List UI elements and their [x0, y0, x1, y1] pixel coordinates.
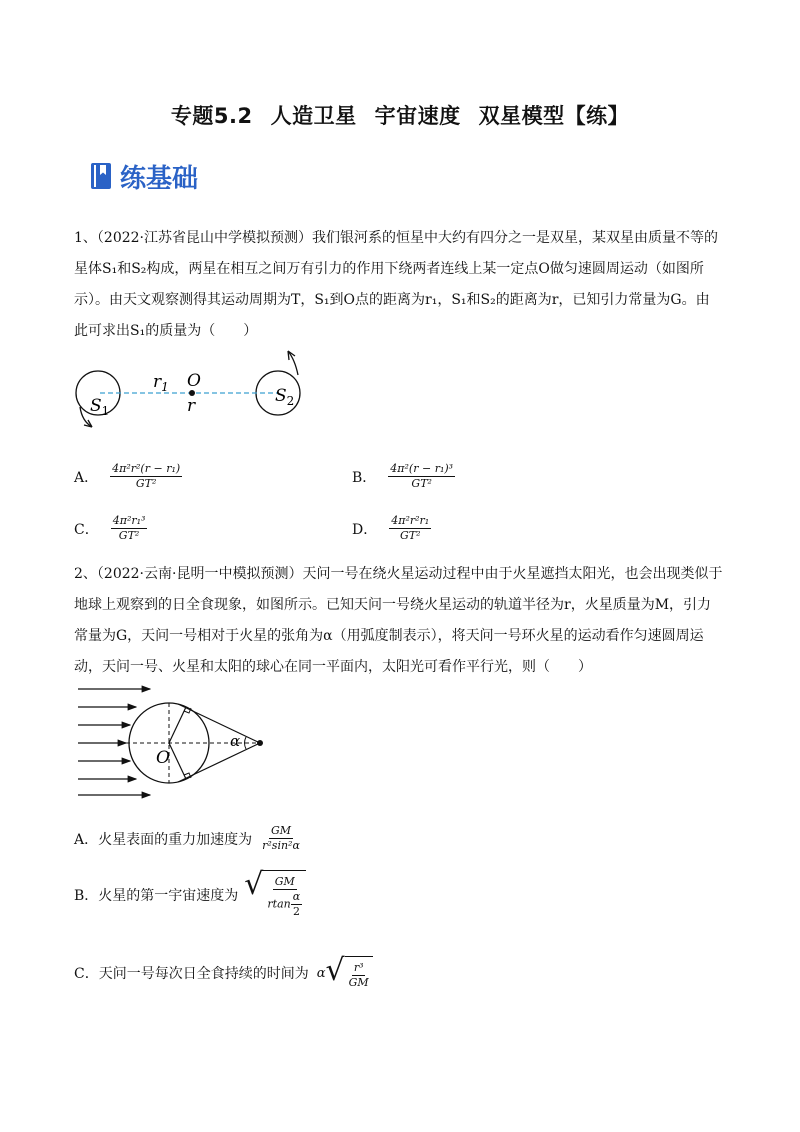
label-o: O [187, 371, 201, 391]
option-b[interactable]: B． 火星的第一宇宙速度为 √ GM rtan $\frac{\alpha}{2}$ [74, 870, 306, 919]
label-s2: $S_2$ [275, 386, 295, 408]
question-text: （2022·云南·昆明一中模拟预测）天问一号在绕火星运动过程中由于火星遮挡太阳光，也会出现类似于 [96, 566, 723, 582]
probe-point [257, 740, 263, 746]
eclipse-diagram [74, 683, 274, 801]
question-text: 动，天问一号、火星和太阳的球心在同一平面内，太阳光可看作平行光，则（ ） [74, 659, 592, 675]
label-r1: $r_1$ [153, 372, 169, 394]
question-number: 1、 [74, 230, 97, 246]
section-header [90, 156, 198, 196]
question-text: 常量为G，天问一号相对于火星的张角为α（用弧度制表示），将天问一号环火星的运动看作匀速圆周运 [74, 628, 704, 644]
option-a[interactable]: A． $\frac{\text{4π²r²(r − r₁)}}{\text{GT²}}$ [74, 462, 181, 490]
question-number: 2、 [74, 566, 97, 582]
option-c[interactable]: C． $\frac{\text{4π²r₁³}}{\text{GT²}}$ [74, 514, 146, 542]
option-b[interactable]: B． $\frac{\text{4π²(r − r₁)³}}{\text{GT²}}$ [352, 462, 454, 490]
section-label: 练基础 [120, 163, 199, 194]
option-a[interactable]: A． 火星表面的重力加速度为 $\frac{GM}{\text{r²sin²α}}$ [74, 824, 300, 852]
label-o: O [156, 748, 170, 768]
title-part: 双星模型【练】 [478, 104, 630, 128]
question-1-text [74, 223, 730, 347]
question-text: 星体S₁和S₂构成，两星在相互之间万有引力的作用下绕两者连线上某一定点O做匀速圆周运动（如图所 [74, 261, 704, 277]
title-part: 人造卫星 [270, 104, 357, 128]
question-2-text [74, 559, 730, 683]
radius-lower [169, 743, 186, 779]
title-part: 专题5.2 [170, 104, 253, 128]
option-c[interactable]: C． 天问一号每次日全食持续的时间为 α √ $\frac{\text{r³}}{GM}$ [74, 956, 373, 990]
question-text: （2022·江苏省昆山中学模拟预测）我们银河系的恒星中大约有四分之一是双星，某双星由质量不等的 [96, 230, 718, 246]
question-text: 此可求出S₁的质量为（ ） [74, 323, 258, 339]
book-icon [90, 162, 112, 190]
title-part: 宇宙速度 [374, 104, 461, 128]
sunlight-rays [78, 689, 150, 795]
question-text: 示）。由天文观察测得其运动周期为T，S₁到O点的距离为r₁，S₁和S₂的距离为r，已知引力常量为G。由 [74, 292, 710, 308]
option-d[interactable]: D． $\frac{\text{4π²r²r₁}}{\text{GT²}}$ [352, 514, 430, 542]
page-title [0, 100, 800, 130]
label-alpha: α [230, 732, 241, 750]
question-text: 地球上观察到的日全食现象，如图所示。已知天问一号绕火星运动的轨道半径为r，火星质量为M，引力 [74, 597, 712, 613]
label-r: r [187, 396, 196, 416]
binary-star-diagram [70, 345, 310, 440]
label-s1: $S_1$ [90, 396, 110, 418]
radius-upper [169, 707, 186, 743]
